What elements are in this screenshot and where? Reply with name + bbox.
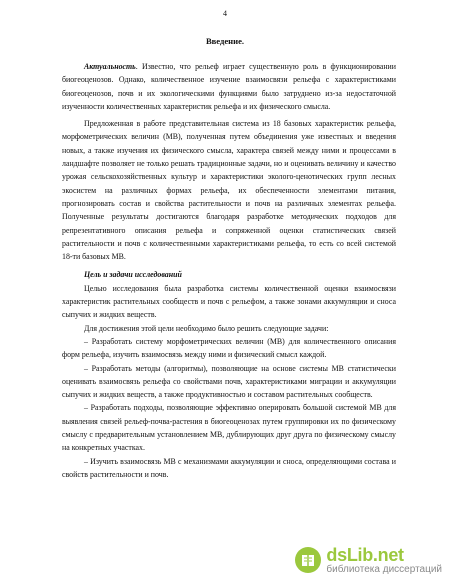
watermark-subtitle: библиотека диссертаций bbox=[326, 563, 442, 575]
relevance-text: . Известно, что рельеф играет существенную роль в функционировании биогеоценозов. Однако, количественное изучение взаимосвязи рельефа с характеристиками биогеоценозов, почв и их экологическими функциями было затруднено из-за недостаточной изученности количественных характеристик рельефа и их физического смысла. bbox=[62, 62, 396, 111]
paragraph-tasks-intro: Для достижения этой цели необходимо было решить следующие задачи: bbox=[84, 323, 329, 333]
page-number: 4 bbox=[223, 9, 227, 18]
watermark-site: dsLib.net bbox=[326, 544, 404, 565]
watermark bbox=[294, 546, 442, 575]
task-item-4: – Изучить взаимосвязь МВ с механизмами аккумуляции и сноса, определяющими состава и свойств растительности и почв. bbox=[62, 456, 396, 479]
paragraph-system: Предложенная в работе представительная система из 18 базовых характеристик рельефа, морфометрических величин (МВ), полученная путем объединения уже известных и введения новых, а также изучения их физического смысла, характера связей между ними и процессами в ландшафте позволяет не только решать традиционные задачи, но и оценивать величину и качество урожая сельскохозяйственных культур и характеристики эколого-ценотических групп лесных экосистем на различных формах рельефа, их обеспеченности элементами питания, прогнозировать состав и свойства растительности и почв на различных элементах рельефа. Полученные результаты достигаются благодаря разработке методических подходов для репрезентативного описания рельефа и сопряженной оценки статистических связей растительности и почв с количественными характеристиками рельефа, то есть со всей системой 18-ти базовых МВ. bbox=[62, 119, 396, 262]
paragraph-relevance bbox=[62, 60, 396, 113]
section-heading-goals: Цель и задачи исследований bbox=[84, 270, 182, 280]
page-title: Введение. bbox=[205, 36, 245, 46]
relevance-lead: Актуальность bbox=[84, 62, 136, 71]
document-body bbox=[62, 60, 396, 481]
task-item-3: – Разработать подходы, позволяющие эффективно оперировать большой системой МВ для выявления связей рельеф-почва-растения в биогеоценозах путем группировки их по физическому смыслу с предварительным установлением МВ, дублирующих друг друга по физическому смыслу на конкретных участках. bbox=[62, 403, 396, 453]
dslib-logo-icon bbox=[294, 546, 322, 574]
task-item-2: – Разработать методы (алгоритмы), позволяющие на основе системы МВ статистически оценивать взаимосвязь рельефа со свойствами почв, характеристиками миграции и аккумуляции сыпучих и жидких веществ, а также продуктивностью и составом растительных сообществ. bbox=[62, 363, 396, 400]
task-item-1: – Разработать систему морфометрических величин (МВ) для количественного описания форм рельефа, изучить взаимосвязь между ними и физический смысл каждой. bbox=[62, 336, 396, 360]
paragraph-goal: Целью исследования была разработка системы количественной оценки взаимосвязи характеристик растительных сообществ и почв с рельефом, а также зонами аккумуляции и сноса сыпучих и жидких веществ. bbox=[62, 283, 396, 320]
